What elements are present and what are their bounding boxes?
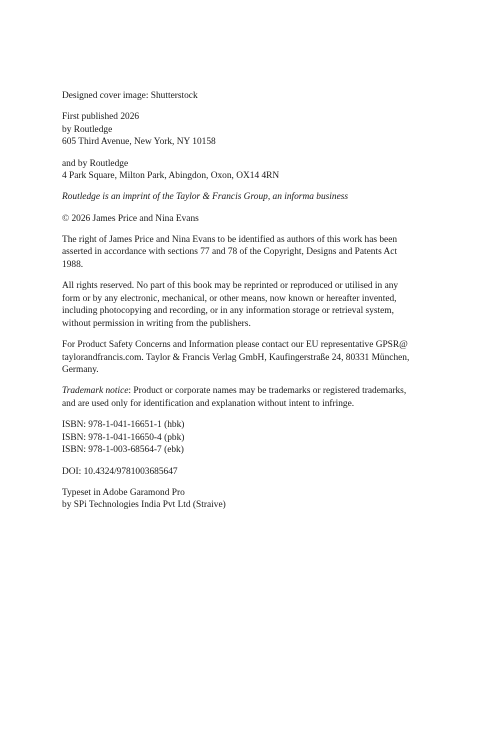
copyright-text: © 2026 James Price and Nina Evans [62,213,199,224]
rights-reserved-line-3: including photocopying and recording, or in any information storage or retrieval system, [62,306,394,317]
typeset-font: Typeset in Adobe Garamond Pro [62,487,185,498]
moral-rights-paragraph [62,234,462,272]
typeset-company: by SPi Technologies India Pvt Ltd (Straive) [62,500,226,511]
cover-credit [62,90,462,103]
imprint-note [62,191,462,204]
isbn-hbk: ISBN: 978-1-041-16651-1 (hbk) [62,420,185,431]
trademark-line-1-text: : Product or corporate names may be trademarks or registered trademarks, [128,386,407,397]
doi-text: DOI: 10.4324/9781003685647 [62,466,178,477]
copyright-notice [62,213,462,226]
imprint-note-text: Routledge is an imprint of the Taylor & Francis Group, an informa business [62,192,349,203]
rights-reserved-line-2: form or by any electronic, mechanical, or other means, now known or hereafter invented, [62,293,397,304]
moral-rights-line-3: 1988. [62,259,84,270]
also-published-publisher: and by Routledge [62,158,129,169]
trademark-line-1 [62,385,462,398]
isbn-block [62,419,462,457]
doi-block [62,466,462,479]
trademark-label: Trademark notice [62,386,129,397]
copyright-page [62,90,462,521]
rights-reserved-line-4: without permission in writing from the publishers. [62,318,251,329]
rights-reserved-paragraph [62,280,462,330]
rights-reserved-line-1: All rights reserved. No part of this book may be reprinted or reproduced or utilised in any [62,281,399,292]
product-safety-paragraph [62,339,462,377]
moral-rights-line-1: The right of James Price and Nina Evans to be identified as authors of this work has been [62,234,398,245]
first-published-block [62,111,462,149]
moral-rights-line-2: asserted in accordance with sections 77 and 78 of the Copyright, Designs and Patents Act [62,247,398,258]
also-published-block [62,158,462,183]
product-safety-line-3: Germany. [62,365,99,376]
product-safety-line-1: For Product Safety Concerns and Information please contact our EU representative GPSR@ [62,340,408,351]
first-published-address: 605 Third Avenue, New York, NY 10158 [62,137,216,148]
cover-credit-text: Designed cover image: Shutterstock [62,91,198,101]
isbn-ebk: ISBN: 978-1-003-68564-7 (ebk) [62,445,184,456]
isbn-pbk: ISBN: 978-1-041-16650-4 (pbk) [62,432,185,443]
typeset-block [62,487,462,512]
also-published-address: 4 Park Square, Milton Park, Abingdon, Oxon, OX14 4RN [62,171,280,182]
trademark-paragraph [62,385,462,410]
product-safety-line-2: taylorandfrancis.com. Taylor & Francis Verlag GmbH, Kaufingerstraße 24, 80331 München, [62,352,410,363]
first-published-publisher: by Routledge [62,124,113,135]
trademark-line-2: and are used only for identification and explanation without intent to infringe. [62,399,355,410]
first-published-line: First published 2026 [62,112,140,123]
